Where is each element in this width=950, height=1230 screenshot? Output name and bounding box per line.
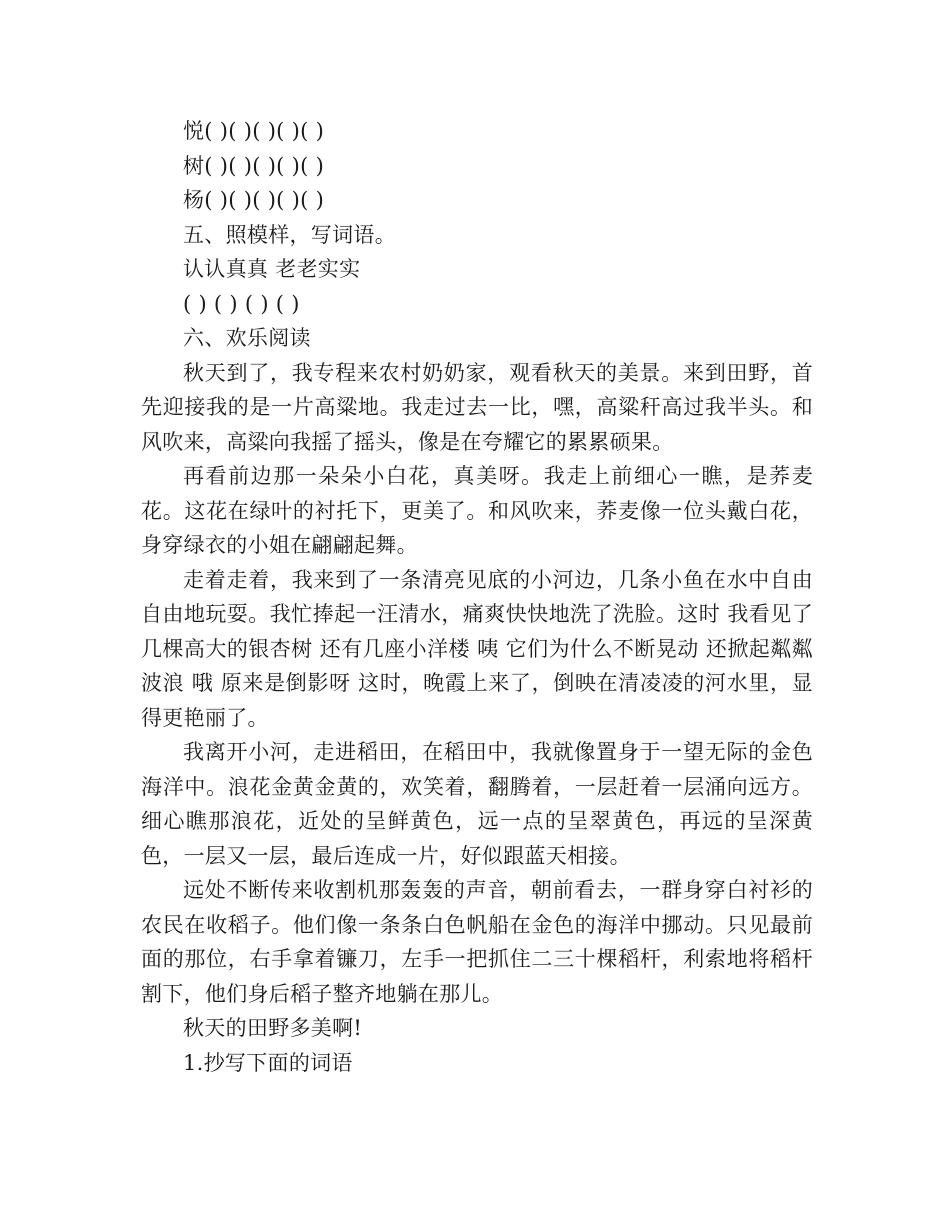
reading-paragraph-3: 走着走着，我来到了一条清亮见底的小河边，几条小鱼在水中自由自由地玩耍。我忙捧起一汪清水，痛爽快快地洗了洗脸。这时 我看见了几棵高大的银杏树 还有几座小洋楼 咦 它们为什么不断晃动 还掀起粼粼波浪 哦 原来是倒影呀 这时，晚霞上来了，倒映在清凌凌的河水里，显得更艳丽了。 [141, 567, 813, 730]
fill-in-line-yang: 杨( )( )( )( )( ) [183, 188, 325, 212]
reading-paragraph-1: 秋天到了，我专程来农村奶奶家，观看秋天的美景。来到田野，首先迎接我的是一片高粱地。我走过去一比，嘿，高粱秆高过我半头。和风吹来，高粱向我摇了摇头，像是在夸耀它的累累硕果。 [141, 360, 813, 454]
question-1: 1.抄写下面的词语 [183, 1050, 353, 1075]
fill-in-line-shu: 树( )( )( )( )( ) [183, 153, 325, 178]
reading-paragraph-5: 远处不断传来收割机那轰轰的声音，朝前看去，一群身穿白衬衫的农民在收稻子。他们像一条条白色帆船在金色的海洋中挪动。只见最前面的那位，右手拿着镰刀，左手一把抓住二三十棵稻杆，利索地将稻杆割下，他们身后稻子整齐地躺在那儿。 [141, 878, 813, 1006]
reading-paragraph-2: 再看前边那一朵朵小白花，真美呀。我走上前细心一瞧，是荞麦花。这花在绿叶的衬托下，更美了。和风吹来，荞麦像一位头戴白花，身穿绿衣的小姐在翩翩起舞。 [141, 464, 813, 557]
section-six-heading: 六、欢乐阅读 [183, 326, 311, 350]
example-words: 认认真真 老老实实 [183, 257, 361, 281]
reading-paragraph-4: 我离开小河，走进稻田，在稻田中，我就像置身于一望无际的金色海洋中。浪花金黄金黄的，欢笑着，翻腾着，一层赶着一层涌向远方。细心瞧那浪花，近处的呈鲜黄色，远一点的呈翠黄色，再远的呈深黄色，一层又一层，最后连成一片，好似跟蓝天相接。 [141, 740, 813, 868]
section-five-heading: 五、照模样，写词语。 [183, 222, 396, 247]
fill-in-line-yue: 悦( )( )( )( )( ) [183, 119, 325, 143]
document-body [141, 114, 813, 1080]
closing-sentence: 秋天的田野多美啊! [183, 1016, 363, 1040]
blank-brackets-line: ( ) ( ) ( ) ( ) [183, 291, 300, 316]
